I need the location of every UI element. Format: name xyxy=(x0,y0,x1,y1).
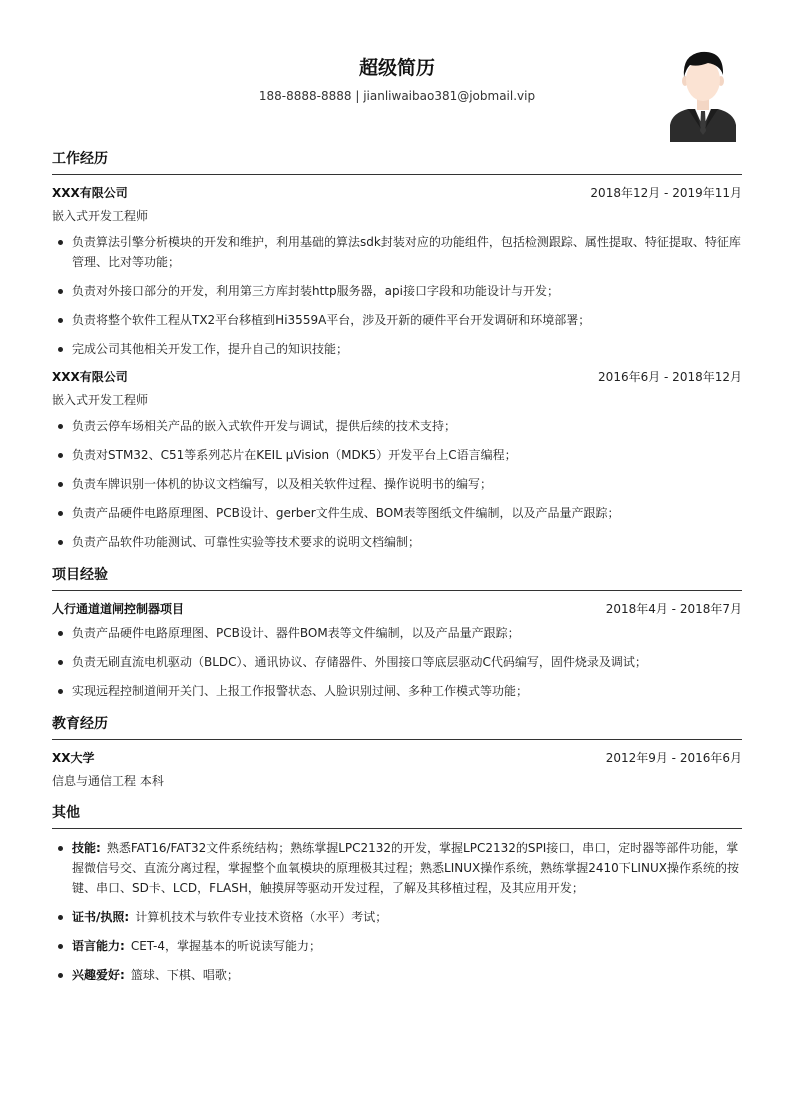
education-title: 教育经历 xyxy=(52,715,742,740)
contact-info: 188-8888-8888 | jianliwaibao381@jobmail.vip xyxy=(258,89,536,103)
date-range: 2018年12月 - 2019年11月 xyxy=(590,186,742,200)
other-list xyxy=(52,838,742,985)
major-degree: 信息与通信工程 本科 xyxy=(52,774,164,788)
list-item: 负责对STM32、C51等系列芯片在KEIL μVision（MDK5）开发平台上C语言编程； xyxy=(52,445,742,465)
job-title: 嵌入式开发工程师 xyxy=(52,393,149,407)
date-range: 2012年9月 - 2016年6月 xyxy=(605,751,742,765)
education-entry xyxy=(52,749,742,790)
duty-list xyxy=(52,623,742,701)
company-name: XXX有限公司 xyxy=(52,186,128,200)
list-item: 负责算法引擎分析模块的开发和维护，利用基础的算法sdk封装对应的功能组件，包括检测跟踪、属性提取、特征提取、特征库管理、比对等功能； xyxy=(52,232,742,272)
list-item: 负责车牌识别一体机的协议文档编写，以及相关软件过程、操作说明书的编写； xyxy=(52,474,742,494)
resume-page xyxy=(52,0,742,999)
list-item: 负责云停车场相关产品的嵌入式软件开发与调试，提供后续的技术支持； xyxy=(52,416,742,436)
education-section xyxy=(52,715,742,790)
item-label: 技能: xyxy=(72,841,101,855)
list-item xyxy=(52,965,742,985)
duty-list xyxy=(52,416,742,552)
work-experience-section xyxy=(52,150,742,552)
project-experience-section xyxy=(52,566,742,701)
list-item: 负责将整个软件工程从TX2平台移植到Hi3559A平台，涉及开新的硬件平台开发调研和环境部署； xyxy=(52,310,742,330)
item-text: 篮球、下棋、唱歌； xyxy=(130,968,239,982)
list-item: 负责无刷直流电机驱动（BLDC）、通讯协议、存储器件、外围接口等底层驱动C代码编写，固件烧录及调试； xyxy=(52,652,742,672)
item-text: CET-4，掌握基本的听说读写能力； xyxy=(130,939,321,953)
work-experience-title: 工作经历 xyxy=(52,150,742,175)
other-section xyxy=(52,804,742,985)
project-entry xyxy=(52,600,742,701)
item-text: 熟悉FAT16/FAT32文件系统结构；熟练掌握LPC2132的开发，掌握LPC2132的SPI接口，串口，定时器等部件功能，掌握微信号交、直流分离过程，掌握整个血氧模块的原理极其过程；熟悉LINUX操作系统，熟练掌握2410下LINUX操作系统的按键、串口、SD卡、LCD，FLASH，触摸屏等驱动开发过程，了解及其移植过程，及其应用开发； xyxy=(72,841,739,895)
list-item xyxy=(52,936,742,956)
date-range: 2018年4月 - 2018年7月 xyxy=(605,602,742,616)
date-range: 2016年6月 - 2018年12月 xyxy=(598,370,742,384)
work-entry xyxy=(52,368,742,552)
item-label: 证书/执照: xyxy=(72,910,130,924)
candidate-name: 超级简历 xyxy=(358,57,435,79)
list-item: 负责产品硬件电路原理图、PCB设计、器件BOM表等文件编制，以及产品量产跟踪； xyxy=(52,623,742,643)
item-text: 计算机技术与软件专业技术资格（水平）考试； xyxy=(135,910,388,924)
list-item: 负责产品硬件电路原理图、PCB设计、gerber文件生成、BOM表等图纸文件编制，以及产品量产跟踪； xyxy=(52,503,742,523)
list-item: 完成公司其他相关开发工作，提升自己的知识技能； xyxy=(52,339,742,359)
item-label: 兴趣爱好: xyxy=(72,968,125,982)
list-item: 实现远程控制道闸开关门、上报工作报警状态、人脸识别过闸、多种工作模式等功能； xyxy=(52,681,742,701)
item-label: 语言能力: xyxy=(72,939,125,953)
other-title: 其他 xyxy=(52,804,742,829)
school-name: XX大学 xyxy=(52,751,95,765)
person-avatar-icon xyxy=(668,47,738,142)
company-name: XXX有限公司 xyxy=(52,370,128,384)
resume-header xyxy=(52,0,742,150)
project-name: 人行通道道闸控制器项目 xyxy=(52,602,185,616)
list-item: 负责产品软件功能测试、可靠性实验等技术要求的说明文档编制； xyxy=(52,532,742,552)
list-item xyxy=(52,838,742,898)
job-title: 嵌入式开发工程师 xyxy=(52,209,149,223)
list-item xyxy=(52,907,742,927)
list-item: 负责对外接口部分的开发，利用第三方库封装http服务器，api接口字段和功能设计与开发； xyxy=(52,281,742,301)
duty-list xyxy=(52,232,742,359)
project-experience-title: 项目经验 xyxy=(52,566,742,591)
work-entry xyxy=(52,184,742,359)
